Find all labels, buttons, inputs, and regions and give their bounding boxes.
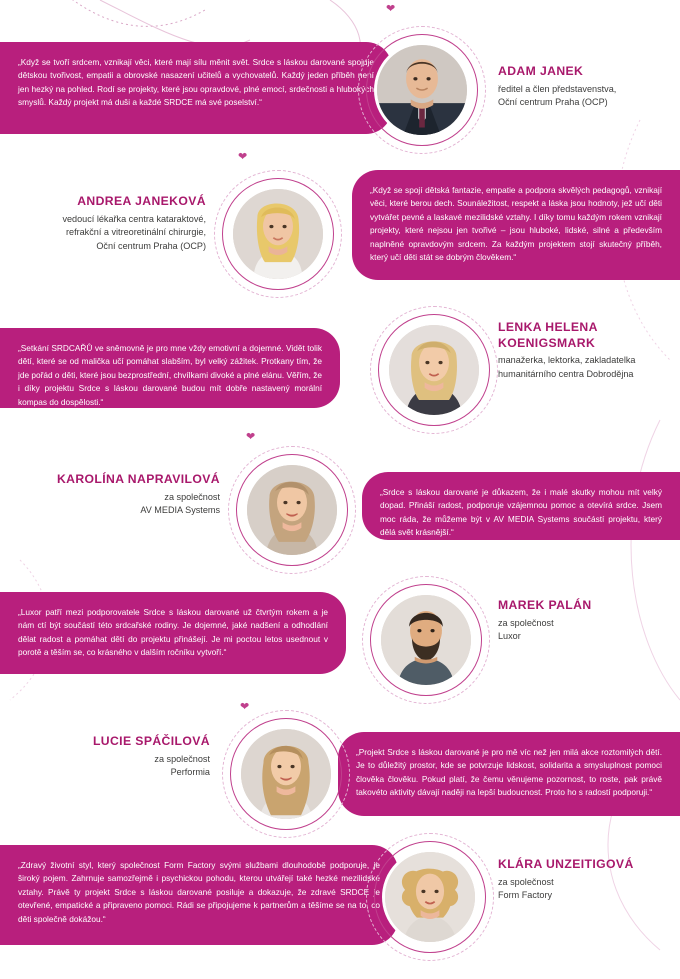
person-role: [10, 491, 220, 518]
person-role: [10, 753, 210, 780]
quote-bubble: „Projekt Srdce s láskou darované je pro mě víc než jen milá akce roztomilých dětí. Je to důležitý prostor, kde se potvrzuje lidskost, solidarita a smysluplnost pomoci člověka člověku. Pokud platí, že čemu věnujeme pozornost, to roste, pak právě takovéto aktivity dávají naději na lepší budoucnost. Proto ho s radostí podporuji.“: [338, 732, 680, 816]
person-nameblock: [498, 320, 678, 382]
person-nameblock: [10, 734, 210, 780]
person-role-line: za společnost: [154, 753, 210, 764]
person-role: [498, 354, 678, 381]
portrait-image: [389, 325, 479, 415]
person-nameblock: [498, 64, 673, 110]
testimonial-row: [0, 580, 680, 700]
portrait-image: [385, 852, 475, 942]
heart-icon: ❤: [240, 701, 250, 713]
person-nameblock: [10, 472, 220, 518]
avatar: [374, 42, 470, 138]
quote-bubble: „Setkání SRDCAŘŮ ve sněmovně je pro mne vždy emotivní a dojemné. Vidět tolik dětí, které se od malička učí pomáhat slabším, byl velký zážitek. Protkany tím, že jde pořád o děti, které jsou bezprostřední, chvílkami divoké a plné elánu. Věřím, že i díky projektu Srdce s láskou darované budou mít dobře nastavený morální kompas do dospělosti.“: [0, 328, 340, 408]
person-role-line: Form Factory: [498, 890, 553, 901]
person-role: [498, 876, 678, 903]
avatar: [378, 592, 474, 688]
person-nameblock: [498, 857, 678, 903]
person-name: ANDREA JANEKOVÁ: [77, 194, 206, 208]
portrait-image: [381, 595, 471, 685]
person-role: [498, 617, 673, 644]
heart-icon: ❤: [386, 3, 396, 15]
quote-bubble: „Srdce s láskou darované je důkazem, že i malé skutky mohou mít velký dopad. Přináší radost, podporuje vzájemnou pomoc a otevírá srdce. Jsem moc ráda, že můžeme být v AV MEDIA Systems součástí projektu, který dělá svět krásnější.“: [362, 472, 680, 540]
person-name-line: LENKA HELENA: [498, 320, 598, 334]
person-name: [498, 320, 678, 351]
person-nameblock: [10, 194, 206, 254]
person-role-line: vedoucí lékařka centra kataraktové,: [62, 213, 206, 224]
avatar: [230, 186, 326, 282]
avatar: [386, 322, 482, 418]
person-role-line: ředitel a člen představenstva,: [498, 83, 617, 94]
heart-icon: ❤: [246, 431, 256, 443]
quote-bubble: „Když se tvoří srdcem, vznikají věci, které mají sílu měnit svět. Srdce s láskou darované spojuje dětskou tvořivost, empatii a obrovské nasazení učitelů a vychovatelů. Každý jeden příběh není jen hezký na pohled. Rodí se projekty, které jsou opravdové, plné emocí, srdečnosti a hlubokých smyslů. Každý projekt má duši a každé SRDCE má své poselství.“: [0, 42, 392, 134]
testimonial-row: [0, 710, 680, 830]
person-role: [10, 213, 206, 254]
testimonial-row: [0, 300, 680, 420]
person-name: KLÁRA UNZEITIGOVÁ: [498, 857, 634, 871]
testimonial-row: [0, 160, 680, 290]
avatar: [382, 849, 478, 945]
person-role-line: za společnost: [498, 876, 554, 887]
person-name: MAREK PALÁN: [498, 598, 592, 612]
testimonial-row: [0, 22, 680, 142]
person-role-line: Oční centrum Praha (OCP): [498, 97, 608, 108]
avatar: [238, 726, 334, 822]
heart-icon: ❤: [238, 151, 248, 163]
portrait-image: [233, 189, 323, 279]
person-role-line: AV MEDIA Systems: [140, 505, 220, 516]
person-name: KAROLÍNA NAPRAVILOVÁ: [56, 472, 220, 486]
testimonial-row: [0, 440, 680, 560]
quote-bubble: „Když se spojí dětská fantazie, empatie a podpora skvělých pedagogů, vznikají věci, které berou dech. Sounáležitost, respekt a láska jsou hodnoty, jež učí děti vytvářet pevné a laskavé mezilidské vztahy. I díky tomu každým rokem vznikají projekty, které nejsou jen tvořivé – jsou hluboké, lidské, silné a především naplněné opravdovým srdcem. Za každým projektem stojí skutečný příběh, který učí děti stát se dobrým člověkem.“: [352, 170, 680, 280]
portrait-image: [241, 729, 331, 819]
portrait-image: [247, 465, 337, 555]
person-role-line: Performia: [170, 767, 210, 778]
person-nameblock: [498, 598, 673, 644]
person-name-line: KOENIGSMARK: [498, 335, 596, 350]
person-role-line: humanitárního centra Dobrodějna: [498, 368, 634, 379]
quote-bubble: „Zdravý životní styl, který společnost Form Factory svými službami dlouhodobě podporuje, je široký pojem. Zahrnuje samozřejmě i psychickou pohodu, kterou utvářejí také hezké mezilidské vztahy. Právě ty projekt Srdce s láskou darované posiluje a dokazuje, že zdravé SRDCE je otevřené, empatické a připraveno pomoci. Rádi se připojujeme k partnerům a těšíme se na to, co děti společně dokážou.“: [0, 845, 398, 945]
person-name: ADAM JANEK: [498, 64, 584, 78]
person-role-line: manažerka, lektorka, zakladatelka: [498, 355, 636, 366]
person-role-line: Luxor: [498, 631, 521, 642]
person-role-line: refrakční a vitreoretinální chirurgie,: [65, 227, 206, 238]
person-role-line: za společnost: [498, 617, 554, 628]
person-role-line: za společnost: [164, 491, 220, 502]
portrait-image: [377, 45, 467, 135]
person-role: [498, 83, 673, 110]
avatar: [244, 462, 340, 558]
testimonial-row: [0, 845, 680, 970]
person-role-line: Oční centrum Praha (OCP): [96, 240, 206, 251]
quote-bubble: „Luxor patří mezi podporovatele Srdce s láskou darované už čtvrtým rokem a je nám ctí být součástí této srdcařské rodiny. Je dojemné, jaké nadšení a odhodlání dělat radost a pomáhat dětí do projektu přinášejí. Je mi poctou letos usednout v porotě a těším se, co krásného v dalším ročníku vytvoří.“: [0, 592, 346, 674]
person-name: LUCIE SPÁČILOVÁ: [92, 734, 210, 748]
